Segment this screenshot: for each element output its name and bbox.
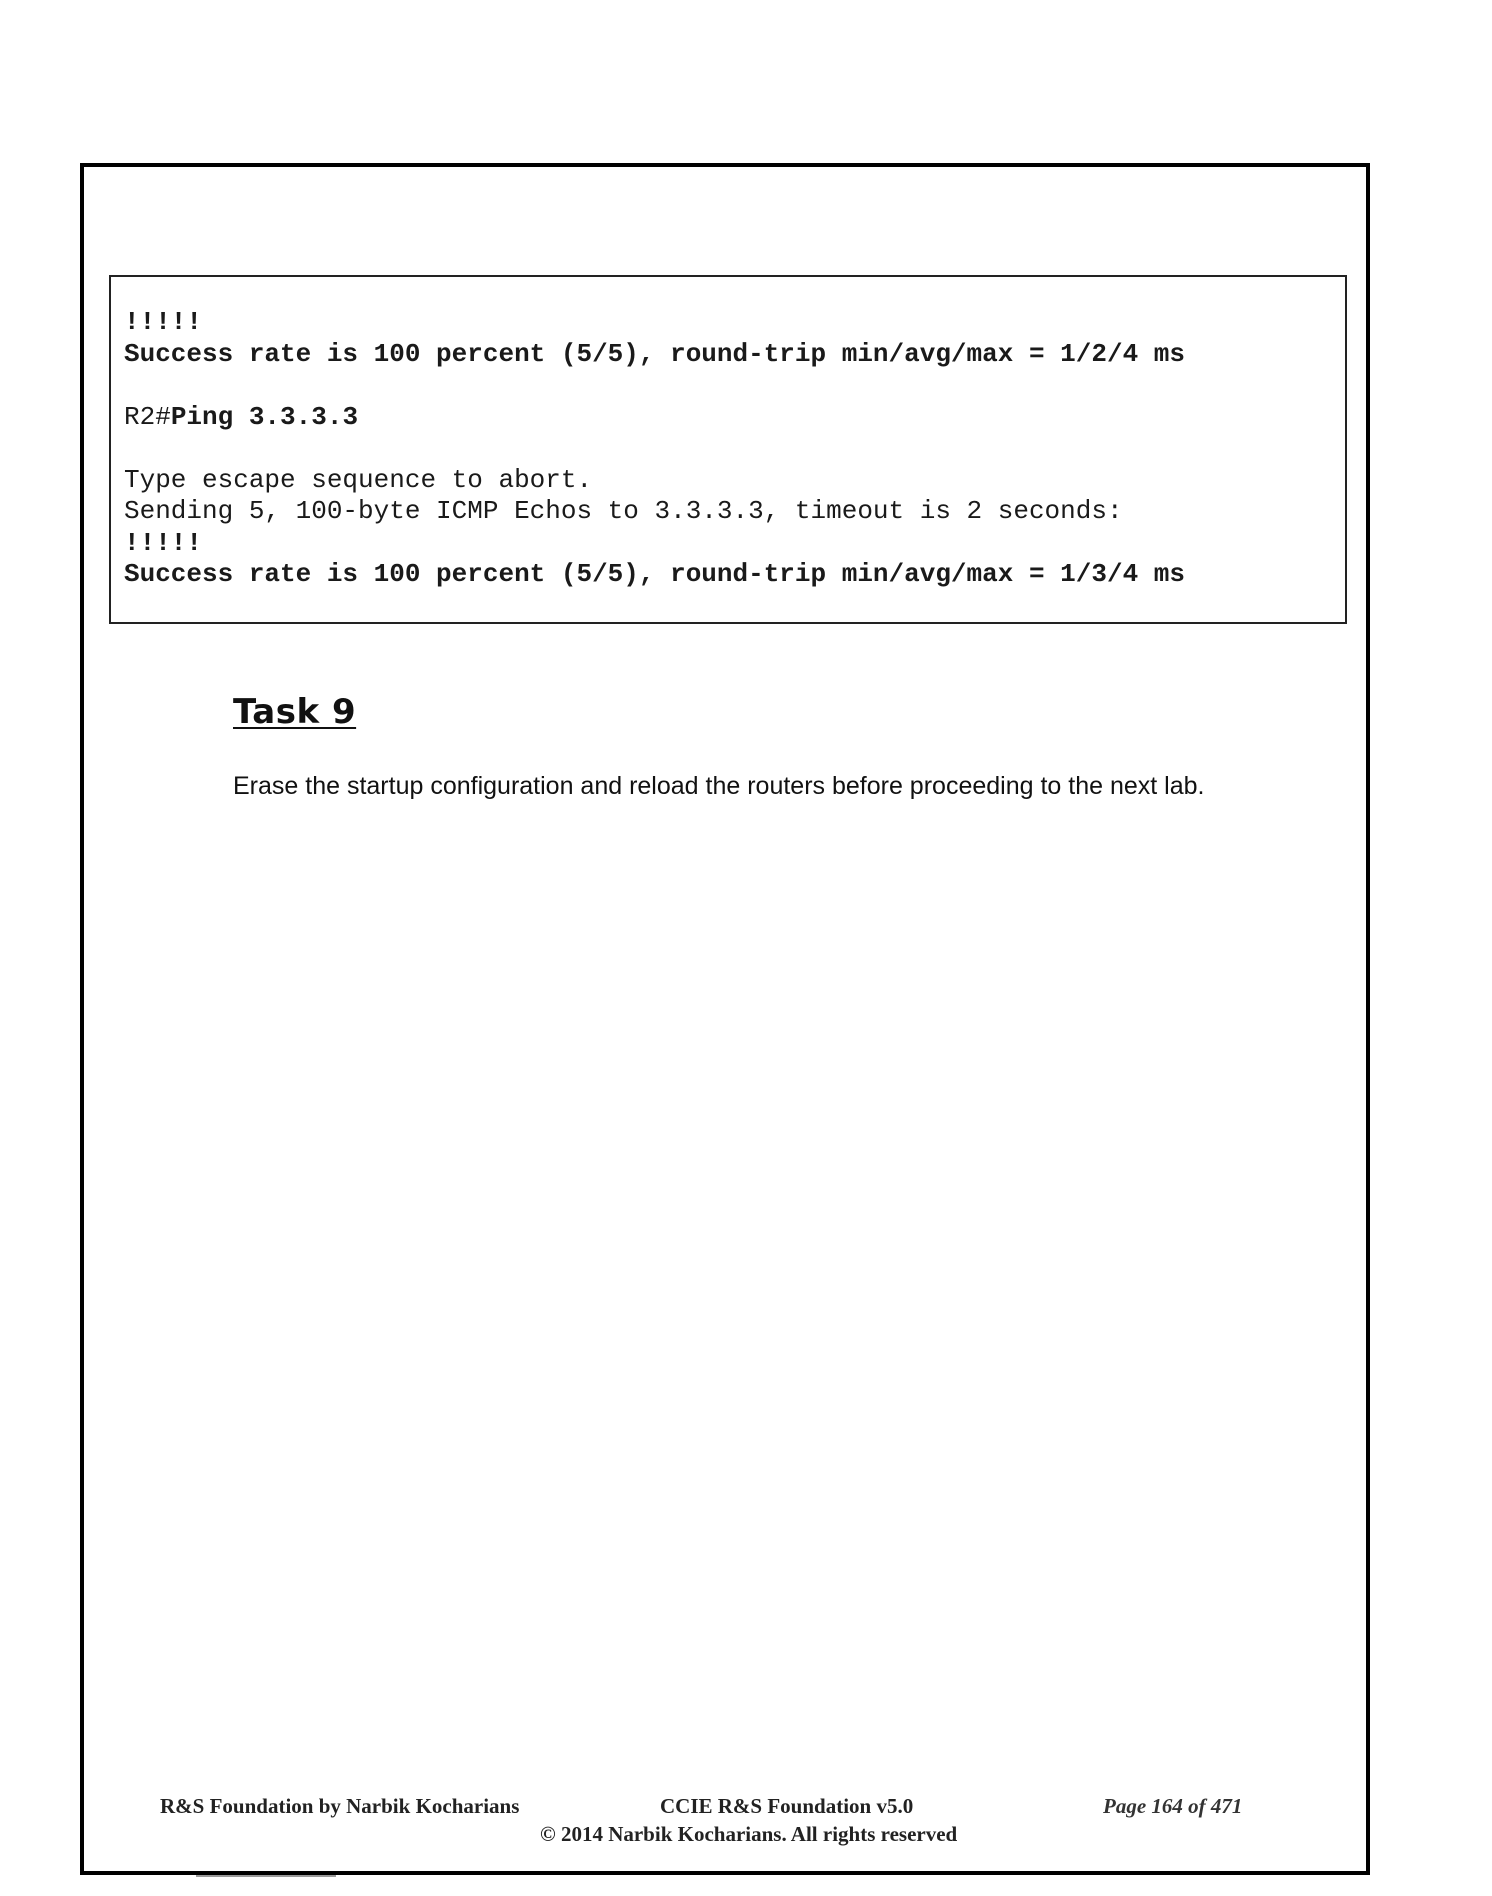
cli-sending-line: Sending 5, 100-byte ICMP Echos to 3.3.3.3, timeout is 2 seconds: <box>124 496 1123 526</box>
cli-prompt: R2# <box>124 401 171 432</box>
footer-copyright: © 2014 Narbik Kocharians. All rights reserved <box>540 1822 958 1846</box>
cli-ping-result-marks: !!!!! <box>124 527 203 558</box>
cli-blank-line <box>124 370 1345 402</box>
cli-escape-line: Type escape sequence to abort. <box>124 464 593 495</box>
cli-command: Ping 3.3.3.3 <box>170 401 359 432</box>
cli-command-line <box>124 402 1345 434</box>
footer-author: R&S Foundation by Narbik Kocharians <box>160 1794 520 1818</box>
cli-success-rate-line: Success rate is 100 percent (5/5), round-trip min/avg/max = 1/2/4 ms <box>124 338 1185 369</box>
cli-ping-result-marks: !!!!! <box>124 307 203 337</box>
cli-output-box <box>109 275 1347 624</box>
footer-page-number: Page 164 of 471 <box>1103 1794 1243 1818</box>
cli-success-rate-line: Success rate is 100 percent (5/5), round-trip min/avg/max = 1/3/4 ms <box>124 559 1185 589</box>
footer-title: CCIE R&S Foundation v5.0 <box>660 1794 914 1818</box>
task-description: Erase the startup configuration and reload the routers before proceeding to the next lab. <box>233 772 1205 800</box>
task-heading: Task 9 <box>233 692 357 732</box>
cli-blank-line <box>124 433 1345 465</box>
scan-artifact-line <box>196 1875 336 1877</box>
